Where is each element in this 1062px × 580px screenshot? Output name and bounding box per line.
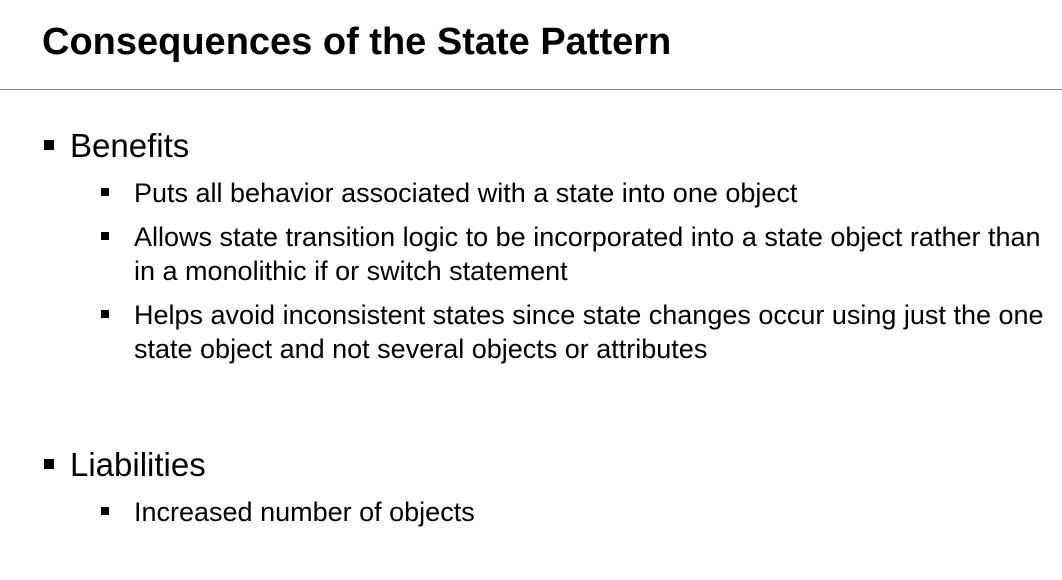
- square-bullet-icon: [44, 459, 54, 469]
- title-divider: [0, 89, 1062, 90]
- slide-title: Consequences of the State Pattern: [42, 21, 672, 63]
- benefit-item-text: Allows state transition logic to be incorporated into a state object rather than in a monolithic if or switch statement: [134, 222, 1041, 286]
- square-bullet-icon: [101, 310, 109, 318]
- benefits-heading: Benefits: [70, 127, 190, 164]
- benefit-item: [0, 298, 1062, 366]
- liabilities-section: [0, 445, 1062, 529]
- benefit-item-text: Puts all behavior associated with a state into one object: [134, 178, 798, 208]
- square-bullet-icon: [44, 140, 54, 150]
- liabilities-heading-row: [0, 445, 1062, 485]
- benefits-list: [0, 176, 1062, 366]
- liabilities-heading: Liabilities: [70, 446, 206, 483]
- square-bullet-icon: [101, 232, 109, 240]
- liability-item: [0, 495, 1062, 529]
- liability-item-text: Increased number of objects: [134, 497, 475, 527]
- benefit-item: [0, 220, 1062, 288]
- benefits-section: [0, 126, 1062, 366]
- liabilities-list: [0, 495, 1062, 529]
- square-bullet-icon: [101, 188, 109, 196]
- benefits-heading-row: [0, 126, 1062, 166]
- benefit-item: [0, 176, 1062, 210]
- square-bullet-icon: [101, 507, 109, 515]
- benefit-item-text: Helps avoid inconsistent states since state changes occur using just the one state object and not several objects or attributes: [134, 300, 1044, 364]
